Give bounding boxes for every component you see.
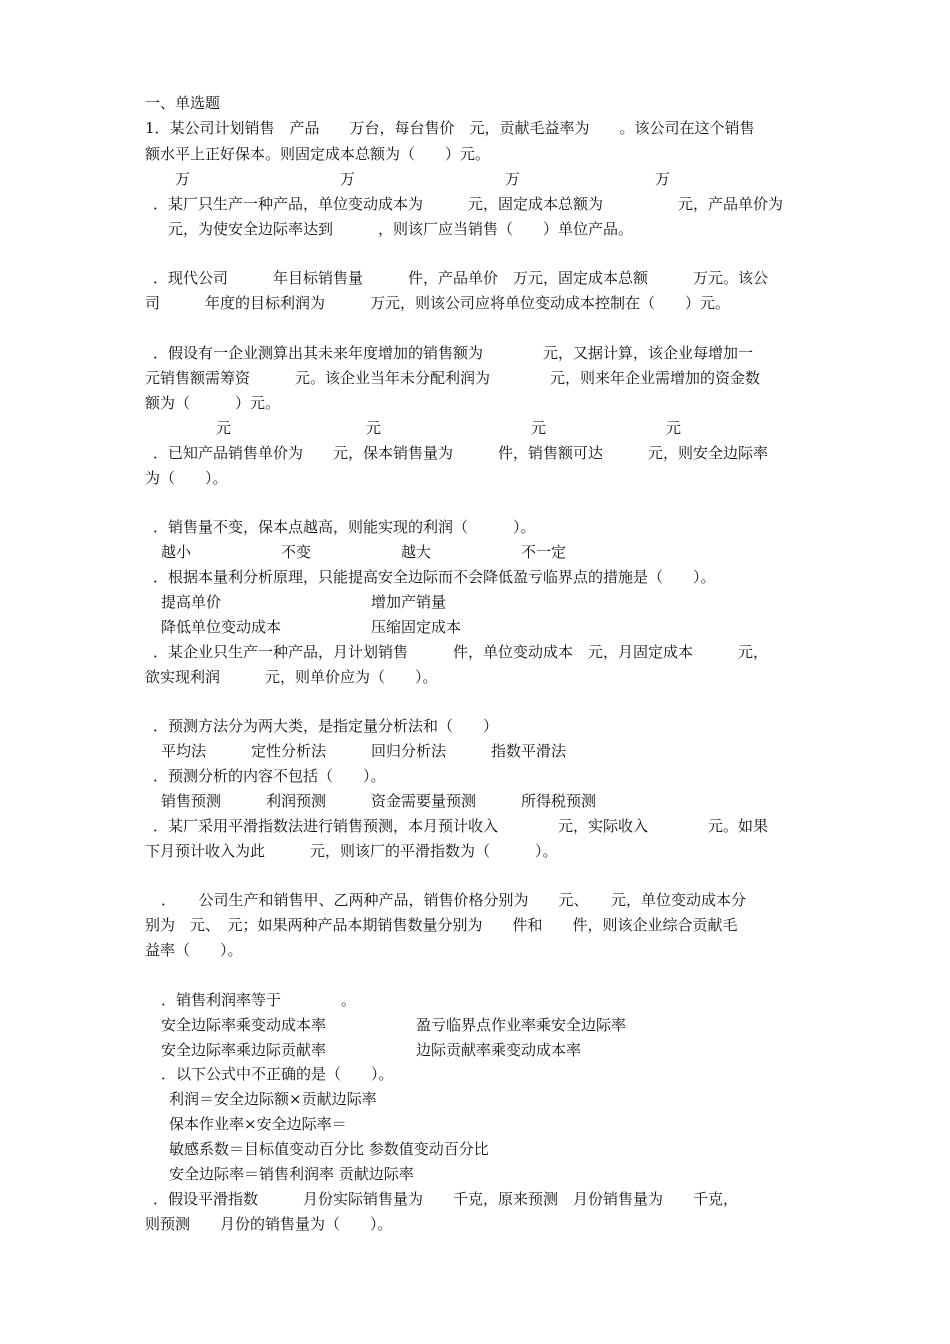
q8-line-2: 欲实现利润 元，则单价应为（ ）。 (145, 668, 438, 686)
q13-line-1: ．销售利润率等于 。 (161, 991, 357, 1009)
q10-options: 销售预测 利润预测 资金需要量预测 所得税预测 (161, 792, 597, 810)
q1-line-1: 1．某公司计划销售 产品 万台，每台售价 元，贡献毛益率为 。该公司在这个销售 (145, 119, 755, 137)
q7-options-2: 降低单位变动成本 压缩固定成本 (161, 618, 462, 636)
q6-options: 越小 不变 越大 不一定 (161, 543, 567, 561)
q1-line-2: 额水平上正好保本。则固定成本总额为（ ）元。 (145, 145, 491, 163)
q4-options: 元 元 元 元 (216, 419, 682, 437)
q13-options-2: 安全边际率乘边际贡献率 边际贡献率乘变动成本率 (161, 1041, 582, 1059)
q2-line-2: 元，为使安全边际率达到 ，则该厂应当销售（ ）单位产品。 (153, 220, 634, 238)
q14-option-1: 利润＝安全边际额×贡献边际率 (169, 1090, 377, 1108)
q14-option-3: 敏感系数＝目标值变动百分比 参数值变动百分比 (169, 1140, 489, 1158)
q8-line-1: ．某企业只生产一种产品，月计划销售 件，单位变动成本 元，月固定成本 元， (153, 643, 769, 661)
section-title: 一、单选题 (145, 94, 221, 112)
q11-line-1: ．某厂采用平滑指数法进行销售预测，本月预计收入 元，实际收入 元。如果 (153, 817, 769, 835)
q12-line-2: 别为 元、 元；如果两种产品本期销售数量分别为 件和 件，则该企业综合贡献毛 (145, 916, 738, 934)
q7-options-1: 提高单价 增加产销量 (161, 593, 447, 611)
q15-line-1: ．假设平滑指数 月份实际销售量为 千克，原来预测 月份销售量为 千克， (153, 1190, 739, 1208)
q9-line-1: ．预测方法分为两大类，是指定量分析法和（ ） (153, 717, 499, 735)
q13-options-1: 安全边际率乘变动成本率 盈亏临界点作业率乘安全边际率 (161, 1016, 627, 1034)
q14-option-4: 安全边际率＝销售利润率 贡献边际率 (169, 1165, 414, 1183)
q5-line-1: ．已知产品销售单价为 元，保本销售量为 件，销售额可达 元，则安全边际率 (153, 444, 769, 462)
q12-line-1: ． 公司生产和销售甲、乙两种产品，销售价格分别为 元、 元，单位变动成本分 (161, 891, 747, 909)
q6-line-1: ．销售量不变，保本点越高，则能实现的利润（ ）。 (153, 518, 536, 536)
q1-options: 万 万 万 万 (145, 170, 671, 188)
q5-line-2: 为（ ）。 (145, 469, 228, 487)
q14-option-2: 保本作业率×安全边际率＝ (169, 1115, 347, 1133)
q11-line-2: 下月预计收入为此 元，则该厂的平滑指数为（ ）。 (145, 842, 558, 860)
q14-line-1: ．以下公式中不正确的是（ ）。 (161, 1065, 394, 1083)
q3-line-2: 司 年度的目标利润为 万元，则该公司应将单位变动成本控制在（ ）元。 (145, 294, 731, 312)
q7-line-1: ．根据本量利分析原理，只能提高安全边际而不会降低盈亏临界点的措施是（ ）。 (153, 568, 716, 586)
q9-options: 平均法 定性分析法 回归分析法 指数平滑法 (161, 742, 567, 760)
q4-line-3: 额为（ ）元。 (145, 394, 281, 412)
q15-line-2: 则预测 月份的销售量为（ ）。 (145, 1215, 393, 1233)
q4-line-2: 元销售额需筹资 元。该企业当年未分配利润为 元，则来年企业需增加的资金数 (145, 369, 761, 387)
q10-line-1: ．预测分析的内容不包括（ ）。 (153, 767, 386, 785)
q12-line-3: 益率（ ）。 (145, 941, 243, 959)
q2-line-1: ．某厂只生产一种产品，单位变动成本为 元，固定成本总额为 元，产品单价为 (153, 195, 784, 213)
q3-line-1: ．现代公司 年目标销售量 件，产品单价 万元，固定成本总额 万元。该公 (153, 269, 769, 287)
q4-line-1: ．假设有一企业测算出其未来年度增加的销售额为 元，又据计算，该企业每增加一 (153, 344, 754, 362)
